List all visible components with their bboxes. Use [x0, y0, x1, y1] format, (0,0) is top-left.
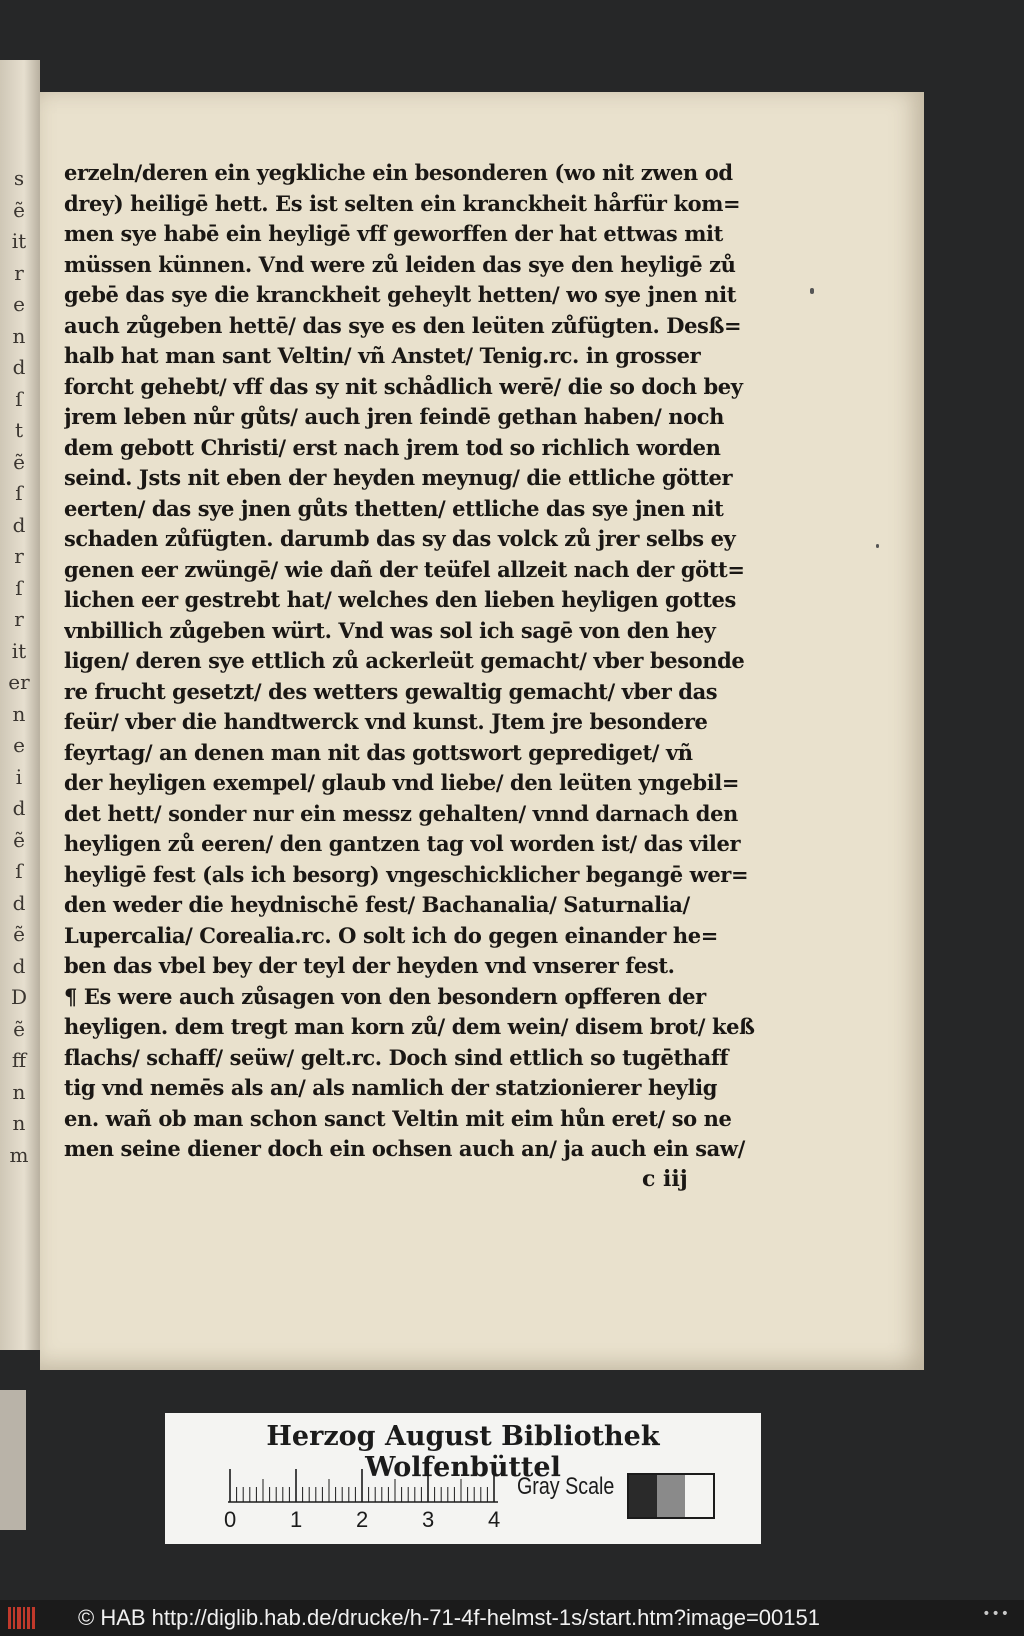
prev-page-glyph: e [13, 292, 25, 316]
ruler-number: 3 [422, 1507, 435, 1532]
text-line: vnbillich zůgeben würt. Vnd was sol ich sagē von den hey [64, 617, 716, 643]
prev-page-glyph: d [12, 355, 26, 379]
prev-page-glyph: d [12, 512, 26, 537]
text-line: ben das vbel bey der teyl der heyden vnd vnserer fest. [64, 953, 675, 978]
book-page [40, 92, 924, 1370]
prev-page-glyph: n [12, 1111, 26, 1135]
prev-page-glyph: it [11, 229, 27, 253]
prev-page-glyph: ſ [15, 386, 23, 411]
text-line: en. wañ ob man schon sanct Veltin mit eim hůn eret/ so ne [64, 1105, 732, 1131]
text-line: feyrtag/ an denen man nit das gottswort geprediget/ vñ [64, 739, 693, 765]
text-line: tig vnd nemēs als an/ als namlich der statzionierer heylig [64, 1075, 718, 1100]
ruler-number: 0 [224, 1507, 237, 1532]
ruler-number: 1 [290, 1507, 303, 1532]
barcode-logo-icon[interactable] [0, 1600, 44, 1636]
prev-page-glyph: m [9, 1142, 29, 1167]
text-line: re frucht gesetzt/ des wetters gewaltig gemacht/ vber das [64, 678, 718, 704]
text-line: feür/ vber die handtwerck vnd kunst. Jtem jre besondere [64, 709, 708, 734]
footer-bar [0, 1600, 1024, 1636]
text-line: men sye habē ein heyligē vff geworffen der hat ettwas mit [64, 221, 723, 246]
text-line: men seine diener doch ein ochsen auch an/ ja auch ein saw/ [64, 1136, 745, 1161]
prev-page-glyph: r [14, 607, 24, 631]
text-line: ¶ Es were auch zůsagen von den besondern opfferen der [64, 983, 706, 1009]
prev-page-glyph: d [12, 796, 26, 820]
prev-page-glyph: ẽ [13, 827, 25, 852]
binding-strip [0, 1390, 26, 1530]
prev-page-glyph: t [14, 418, 24, 442]
text-line: genen eer zwüngē/ wie dañ der teüfel allzeit nach der gött= [64, 556, 745, 582]
prev-page-glyph: i [15, 764, 23, 789]
text-line: heyligen. dem tregt man korn zů/ dem wein/ disem brot/ keß [64, 1014, 755, 1039]
text-line: ligen/ deren sye ettlich zů ackerleüt gemacht/ vber besonde [64, 648, 745, 673]
gray-swatch [685, 1475, 713, 1517]
gray-swatch [657, 1475, 685, 1517]
prev-page-glyph: n [12, 323, 26, 348]
signature-mark: c iij [642, 1166, 688, 1192]
paper-speck [876, 544, 879, 548]
text-line: schaden zůfügten. darumb das sy das volck zů jrer selbs ey [64, 526, 736, 551]
text-line: eerten/ das sye jnen gůts thetten/ ettliche das sye jnen nit [64, 495, 724, 521]
gray-scale-label: Gray Scale [517, 1473, 615, 1500]
text-line: halb hat man sant Veltin/ vñ Anstet/ Tenig.rc. in grosser [64, 343, 701, 368]
text-line: gebē das sye die kranckheit geheylt hetten/ wo sye jnen nit [64, 282, 737, 307]
ruler-number: 2 [356, 1507, 369, 1532]
previous-page-edge [0, 60, 40, 1350]
prev-page-glyph: ſ [15, 481, 23, 505]
library-title: Herzog August Bibliothek Wolfenbüttel [266, 1421, 660, 1483]
prev-page-glyph: ẽ [13, 922, 25, 946]
gray-scale-card [165, 1413, 761, 1544]
text-line: heyligē fest (als ich besorg) vngeschicklicher begangē wer= [64, 861, 749, 887]
text-line: den weder die heydnischē fest/ Bachanalia/ Saturnalia/ [64, 892, 690, 917]
prev-page-glyph: ẽ [13, 449, 25, 474]
prev-page-glyph: ff [11, 1048, 27, 1072]
prev-page-glyph: ſ [15, 859, 23, 883]
prev-page-glyph: r [14, 544, 24, 568]
source-url-link[interactable]: © HAB http://diglib.hab.de/drucke/h-71-4f-helmst-1s/start.htm?image=00151 [78, 1605, 820, 1630]
text-line: dem gebott Christi/ erst nach jrem tod so richlich worden [64, 434, 721, 460]
text-line: auch zůgeben hettē/ das sye es den leüten zůfügten. Desß= [64, 312, 742, 338]
text-line: erzeln/deren ein yegkliche ein besonderen (wo nit zwen od [64, 160, 733, 185]
gray-swatches [627, 1473, 715, 1519]
gray-swatch [629, 1475, 657, 1517]
more-options-button[interactable]: ••• [982, 1606, 1010, 1622]
text-line: Lupercalia/ Corealia.rc. O solt ich do gegen einander he= [64, 922, 718, 948]
text-line: jrem leben nůr gůts/ auch jren feindē gethan haben/ noch [64, 404, 725, 429]
ruler-numbers [220, 1507, 520, 1533]
text-line: der heyligen exempel/ glaub vnd liebe/ den leüten yngebil= [64, 770, 740, 795]
page-text [64, 158, 804, 1165]
prev-page-glyph: n [12, 1079, 26, 1104]
prev-page-glyph: s [13, 166, 25, 190]
prev-page-glyph: ẽ [13, 197, 25, 222]
prev-page-glyph: it [11, 638, 27, 663]
paper-speck [810, 288, 814, 294]
prev-page-glyph: ſ [15, 575, 23, 600]
text-line: flachs/ schaff/ seüw/ gelt.rc. Doch sind ettlich so tugēthaff [64, 1044, 729, 1070]
text-line: drey) heiligē hett. Es ist selten ein kranckheit hårfür kom= [64, 190, 741, 216]
ruler-number: 4 [488, 1507, 501, 1532]
text-line: heyligen zů eeren/ den gantzen tag vol worden ist/ das viler [64, 831, 741, 856]
measurement-ruler [228, 1467, 498, 1503]
prev-page-glyph: d [12, 890, 26, 915]
text-line: lichen eer gestrebt hat/ welches den lieben heyligen gottes [64, 587, 736, 612]
prev-page-glyph: ẽ [13, 1016, 25, 1041]
text-line: forcht gehebt/ vff das sy nit schådlich werē/ die so doch bey [64, 373, 743, 399]
prev-page-glyph: e [13, 733, 25, 757]
text-line: seind. Jsts nit eben der heyden meynug/ die ettliche götter [64, 465, 733, 490]
prev-page-glyph: er [8, 670, 30, 694]
text-line: det hett/ sonder nur ein messz gehalten/ vnnd darnach den [64, 800, 738, 826]
prev-page-glyph: n [12, 701, 26, 726]
text-line: müssen künnen. Vnd were zů leiden das sye den heyligē zů [64, 251, 736, 277]
prev-page-glyph: D [10, 985, 28, 1009]
prev-page-glyph: r [14, 260, 24, 285]
prev-page-glyph: d [12, 953, 26, 978]
